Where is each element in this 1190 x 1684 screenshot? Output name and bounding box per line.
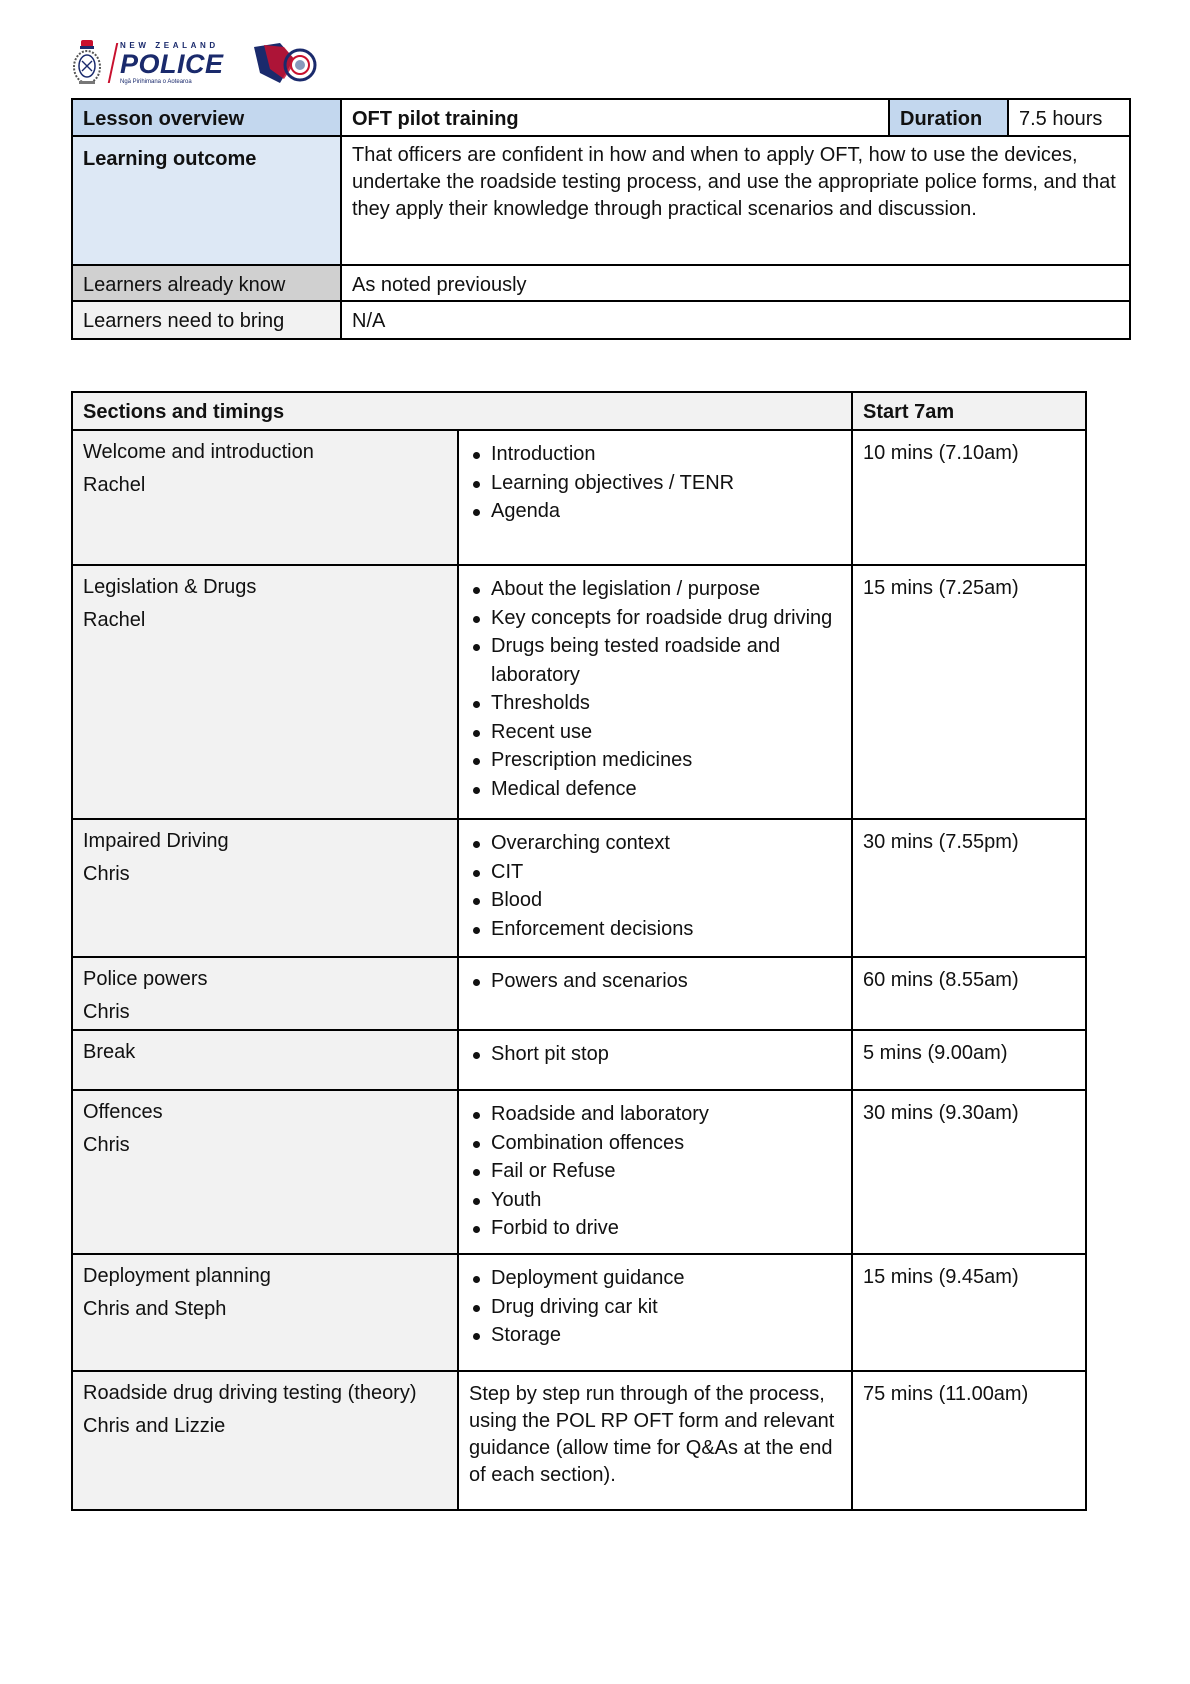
section-title: Police powers [83, 968, 208, 990]
need-bring-value: N/A [341, 301, 1130, 339]
wordmark-country: NEW ZEALAND [120, 40, 219, 50]
topic-item: CIT [491, 858, 841, 887]
sections-header-label: Sections and timings [72, 392, 852, 430]
sections-header-row [72, 392, 1086, 430]
topic-item: Key concepts for roadside drug driving [491, 604, 841, 633]
overview-header-row [72, 99, 1130, 136]
section-presenter: Chris and Lizzie [83, 1415, 226, 1437]
section-topics-cell [458, 819, 852, 957]
topic-item: Drug driving car kit [491, 1293, 841, 1322]
section-timing: 60 mins (8.55am) [852, 957, 1086, 1030]
section-title-cell [72, 1030, 458, 1090]
section-title-cell [72, 957, 458, 1030]
topics-list [469, 1040, 841, 1069]
topic-item: About the legislation / purpose [491, 575, 841, 604]
section-title-cell [72, 430, 458, 565]
section-timing: 75 mins (11.00am) [852, 1371, 1086, 1510]
topic-item: Agenda [491, 497, 841, 526]
header-logos [70, 38, 320, 88]
topic-item: Drugs being tested roadside and laboratory [491, 632, 841, 689]
section-timing: 15 mins (7.25am) [852, 565, 1086, 819]
topic-item: Blood [491, 886, 841, 915]
section-timing: 30 mins (9.30am) [852, 1090, 1086, 1254]
topics-list [469, 1264, 841, 1350]
already-know-value: As noted previously [341, 265, 1130, 301]
topic-item: Thresholds [491, 689, 841, 718]
topic-item: Roadside and laboratory [491, 1100, 841, 1129]
section-presenter: Chris and Steph [83, 1298, 227, 1320]
topic-item: Forbid to drive [491, 1214, 841, 1243]
already-know-row [72, 265, 1130, 301]
section-presenter: Rachel [83, 609, 146, 631]
topic-item: Prescription medicines [491, 746, 841, 775]
section-row [72, 430, 1086, 565]
section-timing: 10 mins (7.10am) [852, 430, 1086, 565]
topic-item: Storage [491, 1321, 841, 1350]
section-row [72, 1030, 1086, 1090]
topics-list [469, 1100, 841, 1243]
section-timing: 30 mins (7.55pm) [852, 819, 1086, 957]
topic-item: Powers and scenarios [491, 967, 841, 996]
topic-item: Combination offences [491, 1129, 841, 1158]
section-title: Deployment planning [83, 1265, 271, 1287]
wordmark-maori: Ngā Pirihimana o Aotearoa [120, 78, 192, 85]
section-description: Step by step run through of the process, using the POL RP OFT form and relevant guidance (allow time for Q&As at the end of each section). [458, 1371, 852, 1510]
section-title: Legislation & Drugs [83, 576, 257, 598]
topic-item: Enforcement decisions [491, 915, 841, 944]
topics-list [469, 967, 841, 996]
section-title: Break [83, 1041, 136, 1063]
duration-value: 7.5 hours [1008, 99, 1130, 136]
learning-outcome-row [72, 136, 1130, 265]
need-bring-row [72, 301, 1130, 339]
section-title-cell [72, 1371, 458, 1510]
topic-item: Short pit stop [491, 1040, 841, 1069]
topic-item: Introduction [491, 440, 841, 469]
topic-item: Deployment guidance [491, 1264, 841, 1293]
learning-outcome-label: Learning outcome [72, 136, 341, 265]
topic-item: Medical defence [491, 775, 841, 804]
maori-emblem-icon [250, 39, 320, 87]
police-wordmark [120, 42, 224, 85]
section-title-cell [72, 819, 458, 957]
topics-list [469, 575, 841, 803]
topic-item: Fail or Refuse [491, 1157, 841, 1186]
section-topics-cell [458, 565, 852, 819]
already-know-label: Learners already know [72, 265, 341, 301]
topic-item: Youth [491, 1186, 841, 1215]
topics-list [469, 440, 841, 526]
section-presenter: Chris [83, 1134, 130, 1156]
section-title-cell [72, 1254, 458, 1371]
learning-outcome-text: That officers are confident in how and when to apply OFT, how to use the devices, undertake the roadside testing process, and use the appropriate police forms, and that they apply their knowledge through practical scenarios and discussion. [341, 136, 1130, 265]
section-row [72, 1371, 1086, 1510]
need-bring-label: Learners need to bring [72, 301, 341, 339]
section-presenter: Rachel [83, 474, 146, 496]
lesson-overview-label: Lesson overview [72, 99, 341, 136]
section-timing: 15 mins (9.45am) [852, 1254, 1086, 1371]
section-topics-cell [458, 957, 852, 1030]
section-row [72, 957, 1086, 1030]
topic-item: Learning objectives / TENR [491, 469, 841, 498]
section-title: Offences [83, 1101, 163, 1123]
topic-item: Overarching context [491, 829, 841, 858]
section-title: Roadside drug driving testing (theory) [83, 1382, 417, 1404]
section-title: Impaired Driving [83, 830, 229, 852]
start-time-label: Start 7am [852, 392, 1086, 430]
section-title-cell [72, 1090, 458, 1254]
wordmark-police: POLICE [120, 48, 224, 79]
section-topics-cell [458, 1030, 852, 1090]
topic-item: Recent use [491, 718, 841, 747]
section-timing: 5 mins (9.00am) [852, 1030, 1086, 1090]
section-topics-cell [458, 430, 852, 565]
section-presenter: Chris [83, 863, 130, 885]
section-topics-cell [458, 1090, 852, 1254]
section-row [72, 819, 1086, 957]
section-row [72, 1254, 1086, 1371]
section-row [72, 565, 1086, 819]
section-topics-cell [458, 1254, 852, 1371]
police-crest-icon [70, 39, 104, 87]
duration-label: Duration [889, 99, 1008, 136]
section-row [72, 1090, 1086, 1254]
lesson-title: OFT pilot training [341, 99, 889, 136]
lesson-overview-table [71, 98, 1131, 340]
section-title-cell [72, 565, 458, 819]
section-title: Welcome and introduction [83, 441, 314, 463]
topics-list [469, 829, 841, 943]
logo-divider [108, 43, 119, 83]
sections-timings-table [71, 391, 1087, 1511]
section-presenter: Chris [83, 1001, 130, 1023]
